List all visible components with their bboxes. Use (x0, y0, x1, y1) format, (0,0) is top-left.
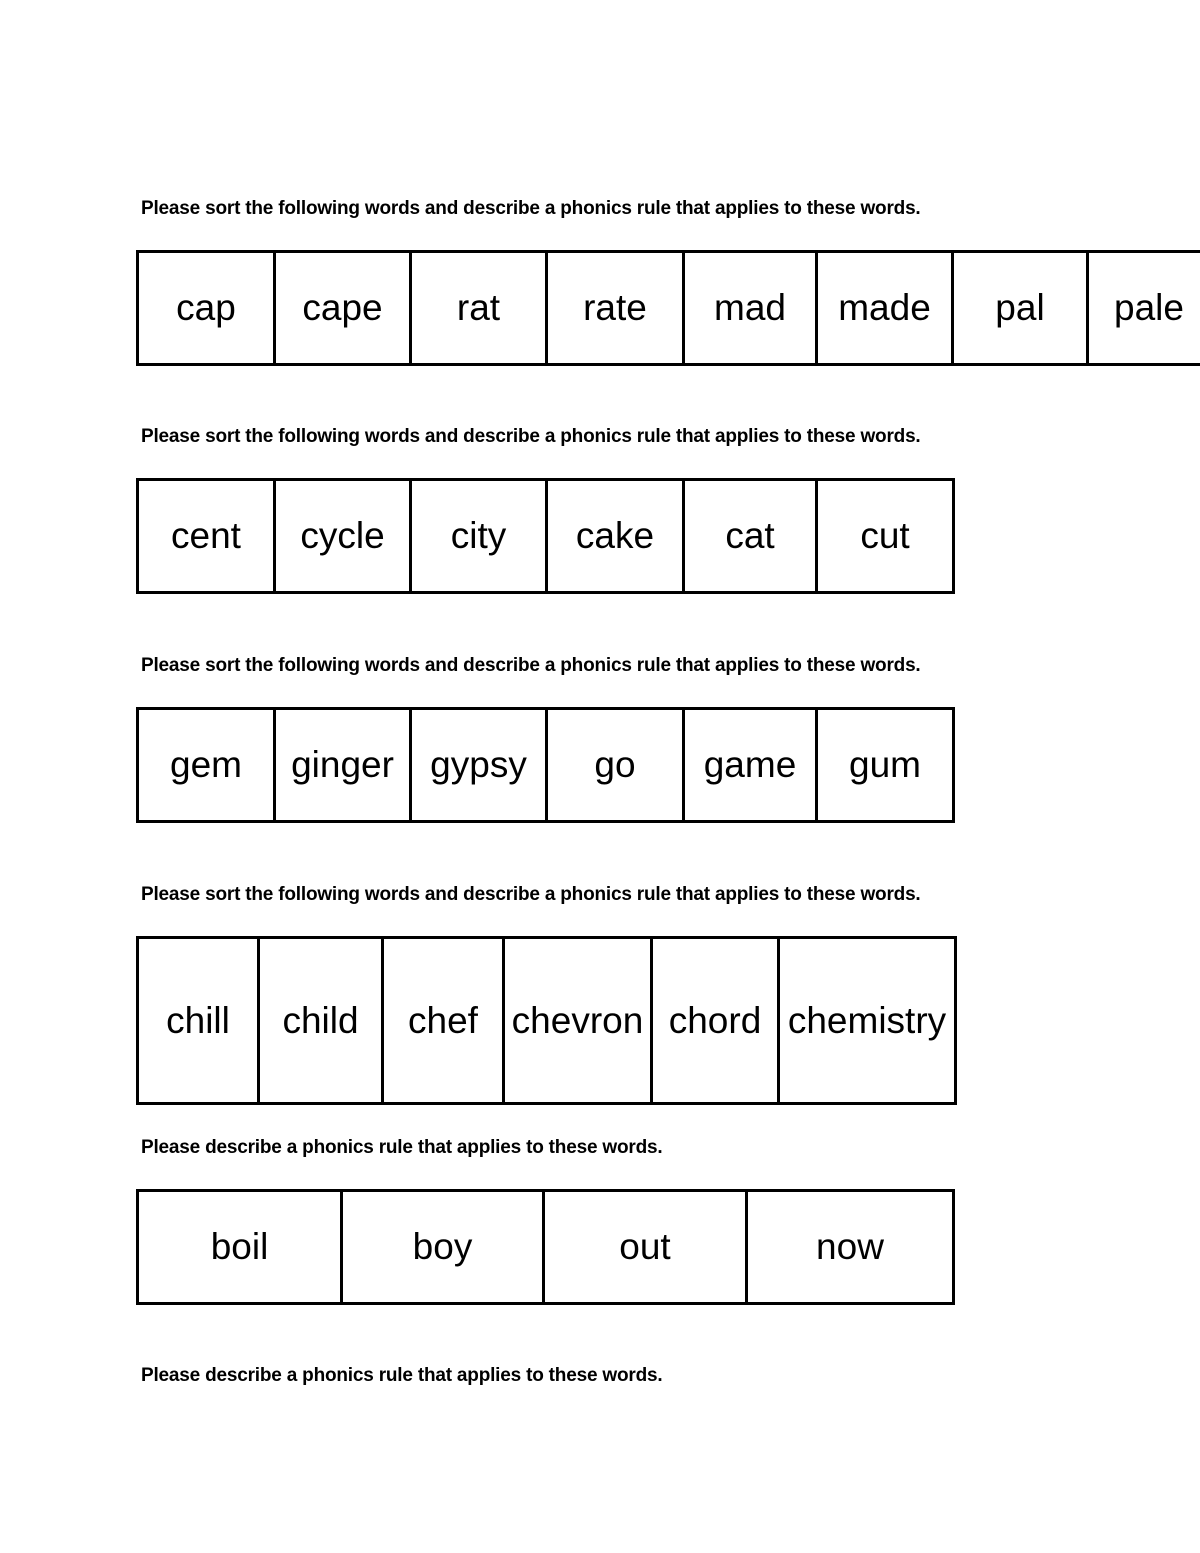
word-cell: mad (684, 252, 817, 365)
word-cell: chill (138, 938, 259, 1104)
word-table-1 (136, 250, 1200, 366)
word-table-2 (136, 478, 955, 594)
word-cell: now (747, 1191, 954, 1304)
word-cell: ginger (275, 709, 411, 822)
word-cell: chemistry (779, 938, 956, 1104)
word-cell: rate (547, 252, 684, 365)
instruction-text-3: Please sort the following words and describe a phonics rule that applies to these words. (141, 655, 921, 676)
word-cell: gypsy (411, 709, 547, 822)
instruction-text-4: Please sort the following words and describe a phonics rule that applies to these words. (141, 884, 921, 905)
word-cell: gum (817, 709, 954, 822)
word-cell: game (684, 709, 817, 822)
word-cell: pal (953, 252, 1088, 365)
word-cell: cape (275, 252, 411, 365)
instruction-text-1: Please sort the following words and describe a phonics rule that applies to these words. (141, 198, 921, 219)
instruction-text-5: Please describe a phonics rule that applies to these words. (141, 1137, 663, 1158)
word-cell: chef (383, 938, 504, 1104)
instruction-text-6: Please describe a phonics rule that applies to these words. (141, 1365, 663, 1386)
instruction-text-2: Please sort the following words and describe a phonics rule that applies to these words. (141, 426, 921, 447)
word-cell: pale (1088, 252, 1200, 365)
word-cell: made (817, 252, 953, 365)
word-cell: cat (684, 480, 817, 593)
word-cell: chevron (504, 938, 652, 1104)
word-cell: go (547, 709, 684, 822)
word-cell: rat (411, 252, 547, 365)
word-cell: city (411, 480, 547, 593)
word-cell: cut (817, 480, 954, 593)
word-cell: gem (138, 709, 275, 822)
word-cell: cent (138, 480, 275, 593)
word-cell: cake (547, 480, 684, 593)
word-cell: boil (138, 1191, 342, 1304)
word-cell: boy (342, 1191, 544, 1304)
word-cell: child (259, 938, 383, 1104)
word-cell: cycle (275, 480, 411, 593)
word-table-3 (136, 707, 955, 823)
word-table-5 (136, 1189, 955, 1305)
word-cell: cap (138, 252, 275, 365)
word-table-4 (136, 936, 957, 1105)
word-cell: out (544, 1191, 747, 1304)
word-cell: chord (652, 938, 779, 1104)
